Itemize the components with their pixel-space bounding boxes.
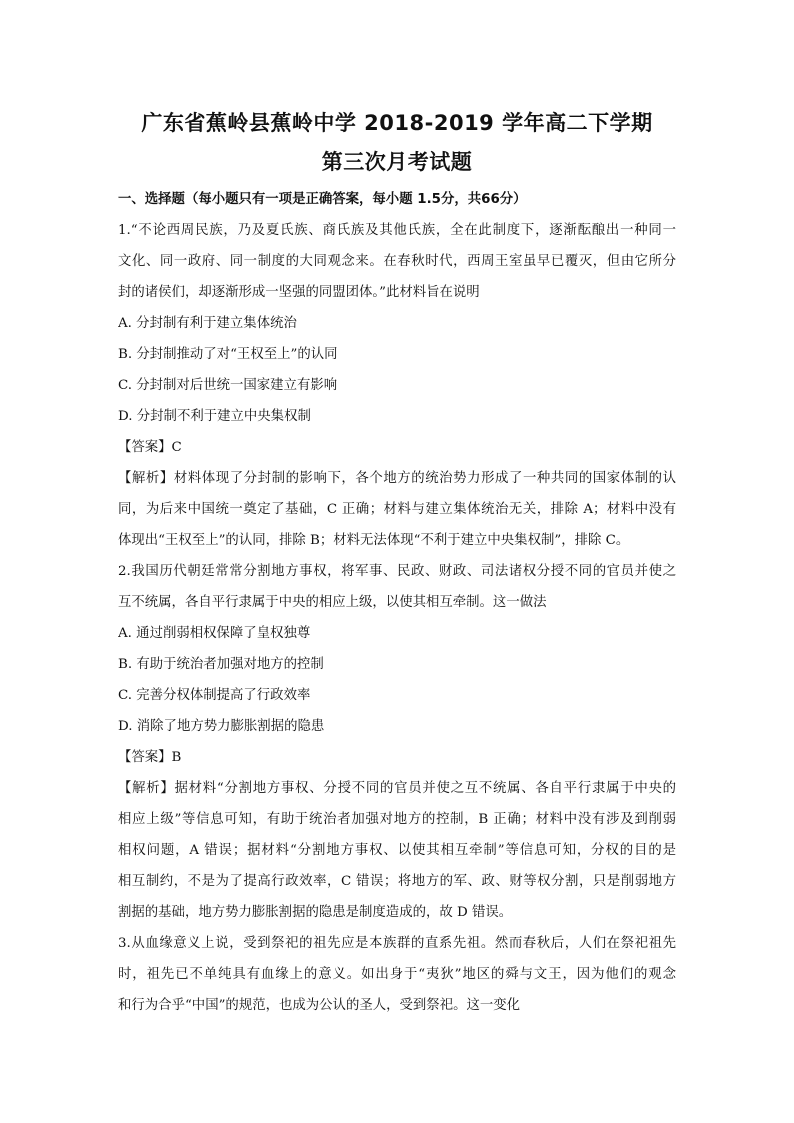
document-body: [118, 184, 676, 1021]
option-a: A. 通过削弱相权保障了皇权独尊: [118, 626, 311, 641]
question-stem-line: 时，祖先已不单纯具有血缘上的意义。如出身于“夷狄”地区的舜与文王，因为他们的观念: [118, 967, 676, 982]
question-2: [118, 556, 676, 928]
document-title: 广东省蕉岭县蕉岭中学 2018-2019 学年高二下学期: [141, 111, 653, 135]
analysis-line: 相权问题，A 错误；据材料“分割地方事权、以使其相互牵制”等信息可知，分权的目的是: [118, 843, 676, 858]
option-d: D. 消除了地方势力膨胀割据的隐患: [118, 719, 325, 734]
option-c: C. 分封制对后世统一国家建立有影响: [118, 378, 338, 393]
answer-label: 【答案】B: [118, 750, 182, 765]
analysis-line: 体现出“王权至上”的认同，排除 B；材料无法体现“不利于建立中央集权制”，排除 C。: [118, 533, 630, 548]
answer-label: 【答案】C: [118, 440, 182, 455]
section-heading: 一、选择题（每小题只有一项是正确答案，每小题 1.5分，共66分）: [118, 192, 527, 207]
option-b: B. 分封制推动了对“王权至上”的认同: [118, 347, 338, 362]
question-stem-line: 封的诸侯们，却逐渐形成一坚强的同盟团体。”此材料旨在说明: [118, 285, 480, 300]
question-stem-line: 3.从血缘意义上说，受到祭祀的祖先应是本族群的直系先祖。然而春秋后，人们在祭祀祖先: [118, 936, 676, 951]
option-b: B. 有助于统治者加强对地方的控制: [118, 657, 324, 672]
question-stem-line: 和行为合乎“中国”的规范，也成为公认的圣人，受到祭祀。这一变化: [118, 998, 521, 1013]
option-d: D. 分封制不利于建立中央集权制: [118, 409, 311, 424]
analysis-line: 【解析】据材料“分割地方事权、分授不同的官员并使之互不统属、各自平行隶属于中央的: [118, 781, 676, 796]
analysis-line: 【解析】材料体现了分封制的影响下，各个地方的统治势力形成了一种共同的国家体制的认: [118, 471, 676, 486]
question-stem-line: 文化、同一政府、同一制度的大同观念来。在春秋时代，西周王室虽早已覆灭，但由它所分: [118, 254, 676, 269]
analysis-line: 相互制约，不是为了提高行政效率，C 错误；将地方的军、政、财等权分割，只是削弱地方: [118, 874, 676, 889]
option-c: C. 完善分权体制提高了行政效率: [118, 688, 311, 703]
question-3: [118, 928, 676, 1021]
question-stem-line: 1.“不论西周民族，乃及夏氏族、商氏族及其他氏族，全在此制度下，逐渐酝酿出一种同一: [118, 223, 676, 238]
analysis-line: 相应上级”等信息可知，有助于统治者加强对地方的控制，B 正确；材料中没有涉及到削弱: [118, 812, 676, 827]
question-stem-line: 2.我国历代朝廷常常分割地方事权，将军事、民政、财政、司法诸权分授不同的官员并使之: [118, 564, 676, 579]
document-subtitle: 第三次月考试题: [321, 150, 473, 174]
analysis-line: 割据的基础，地方势力膨胀割据的隐患是制度造成的，故 D 错误。: [118, 905, 513, 920]
analysis-line: 同，为后来中国统一奠定了基础，C 正确；材料与建立集体统治无关，排除 A；材料中没有: [118, 502, 676, 517]
option-a: A. 分封制有利于建立集体统治: [118, 316, 297, 331]
question-stem-line: 互不统属，各自平行隶属于中央的相应上级，以使其相互牵制。这一做法: [118, 595, 547, 610]
question-1: [118, 215, 676, 556]
